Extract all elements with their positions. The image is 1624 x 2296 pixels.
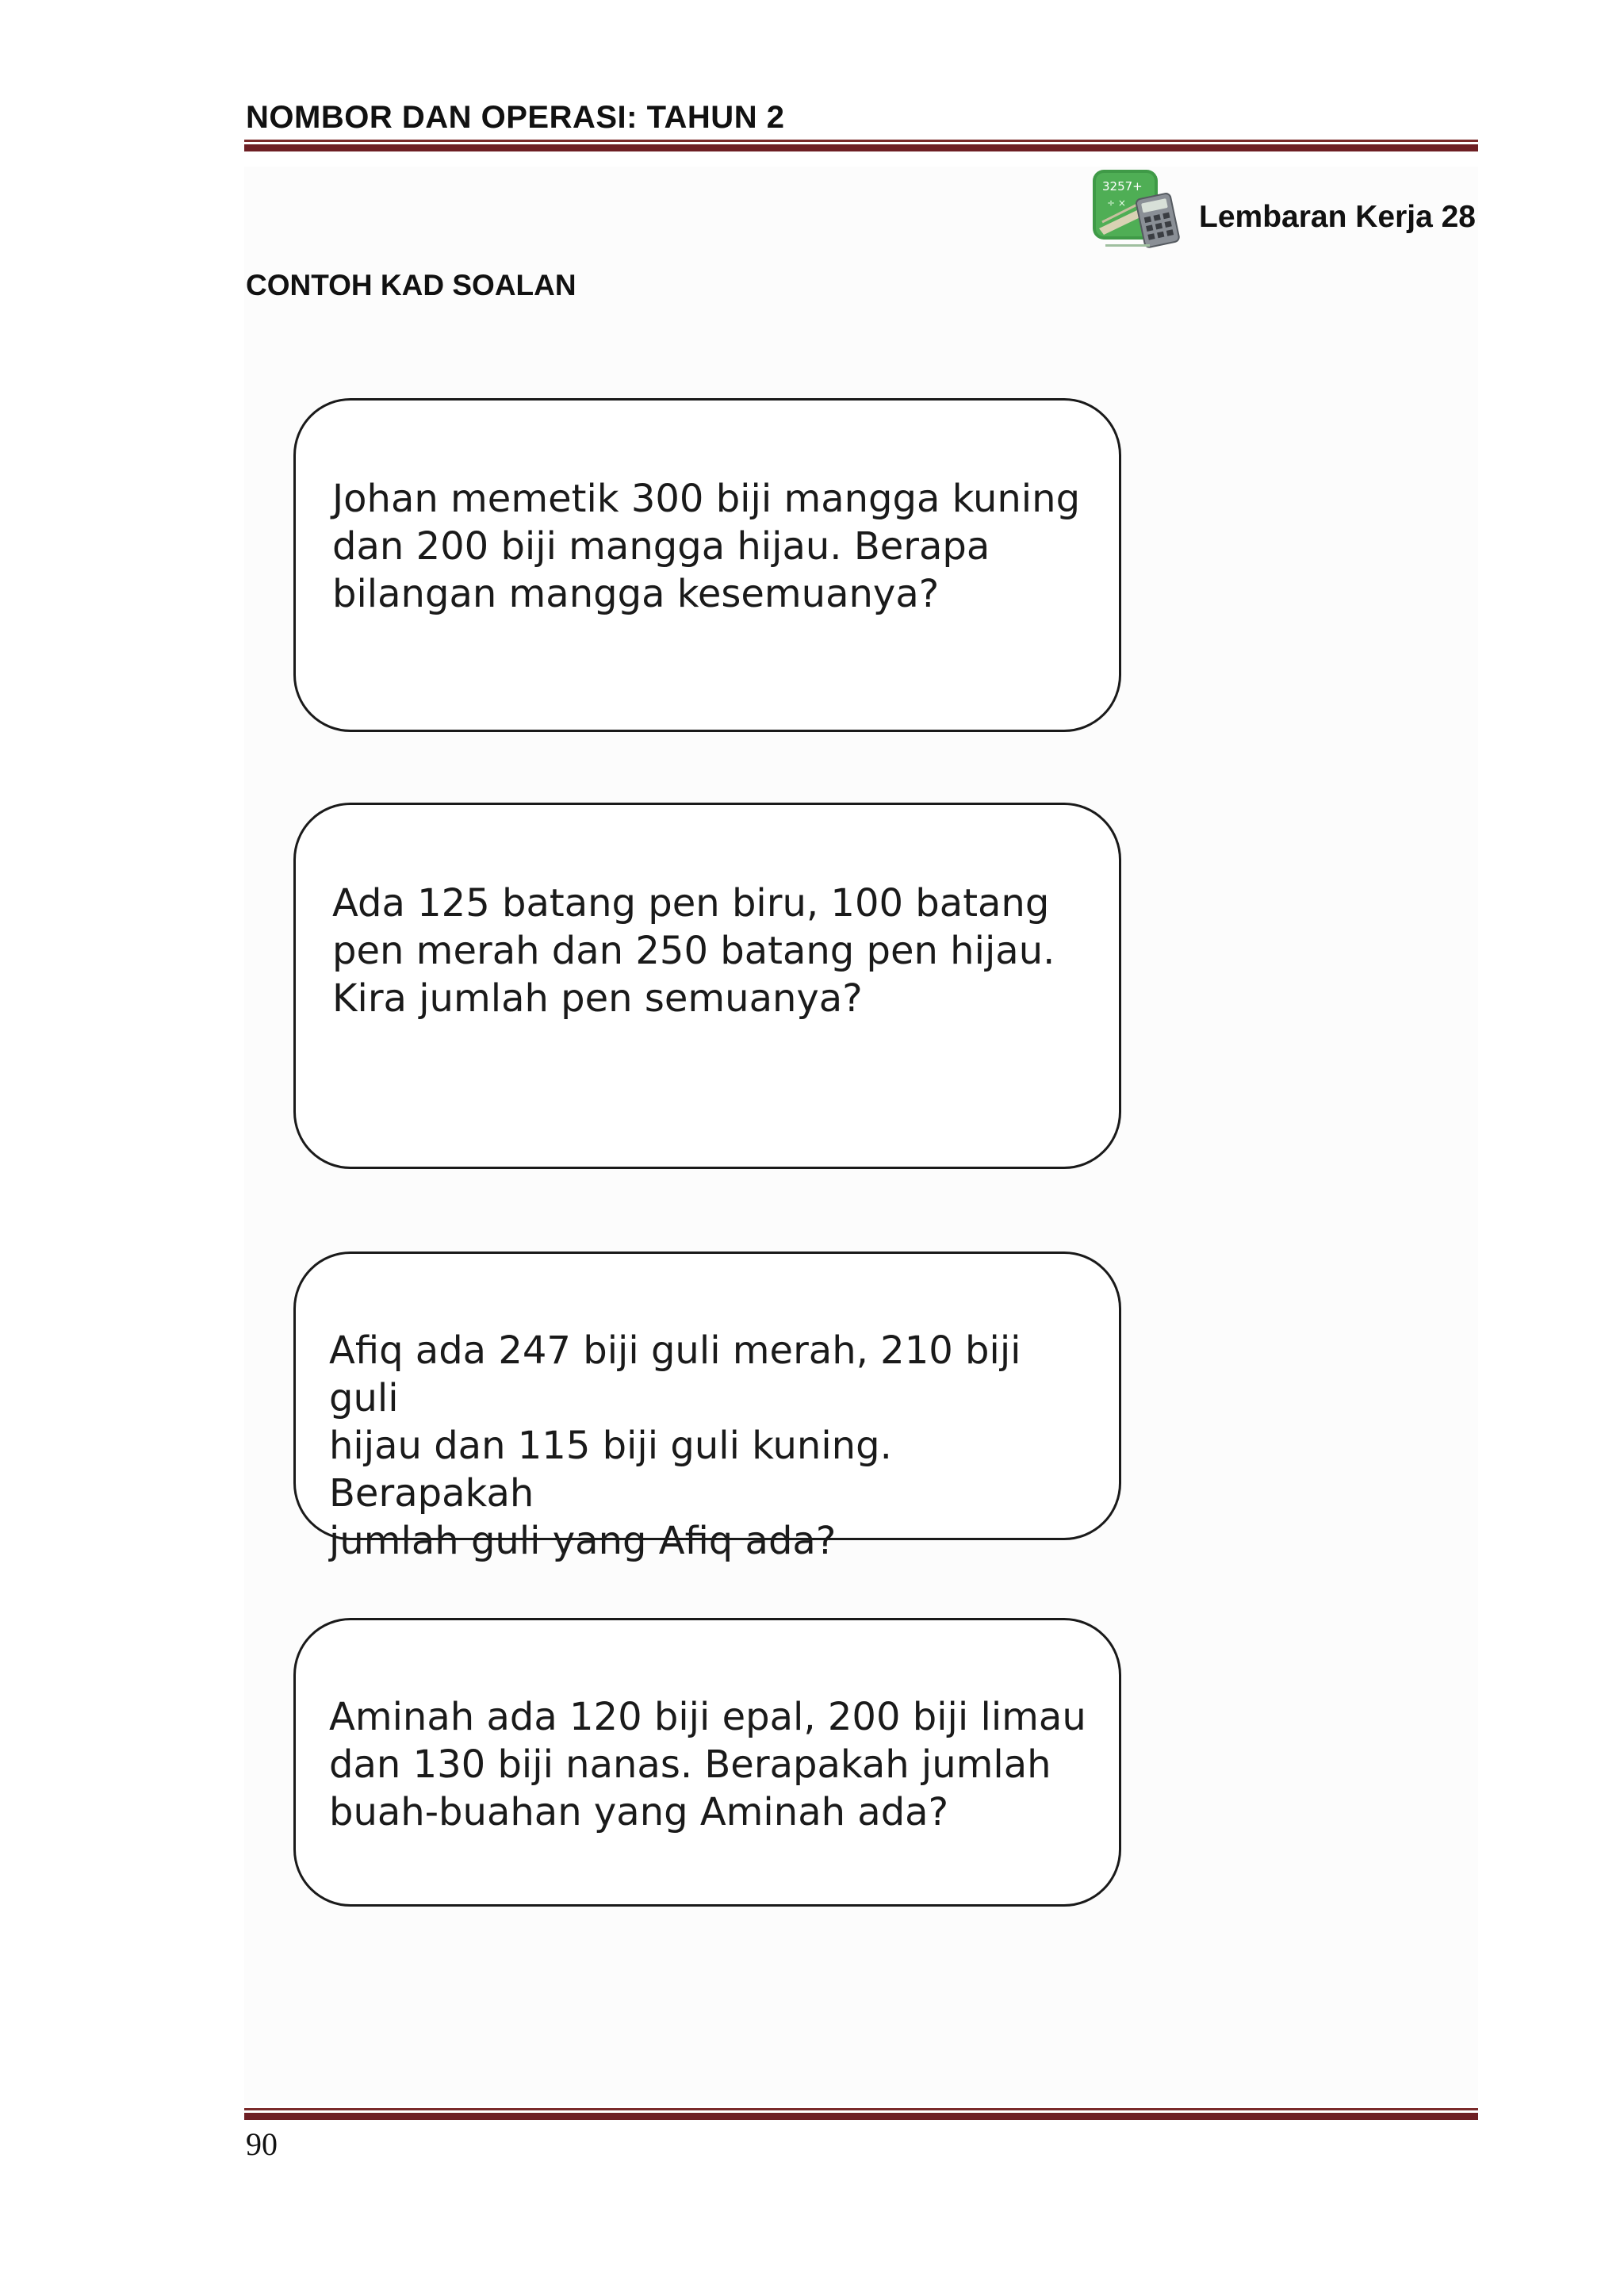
section-title: CONTOH KAD SOALAN: [246, 269, 576, 301]
page-number: 90: [246, 2126, 278, 2162]
logo-board-subtext: ÷ ×: [1107, 197, 1126, 209]
calculator-chalkboard-icon: [1091, 165, 1189, 252]
question-card: [293, 398, 1121, 732]
question-text: Afiq ada 247 biji guli merah, 210 biji guli hijau dan 115 biji guli kuning. Berapakah jumlah guli yang Afiq ada?: [329, 1328, 1021, 1563]
question-text: Johan memetik 300 biji mangga kuning dan 200 biji mangga hijau. Berapa bilangan mangga kesemuanya?: [332, 477, 1081, 616]
question-text: Aminah ada 120 biji epal, 200 biji limau dan 130 biji nanas. Berapakah jumlah buah-buahan yang Aminah ada?: [329, 1695, 1086, 1834]
worksheet-label: Lembaran Kerja 28: [1199, 200, 1477, 234]
header-rule: [244, 140, 1478, 151]
logo-board-text: 3257+: [1102, 179, 1143, 194]
question-text: Ada 125 batang pen biru, 100 batang pen merah dan 250 batang pen hijau. Kira jumlah pen semuanya?: [332, 881, 1055, 1021]
question-card: [293, 803, 1121, 1169]
question-card: [293, 1618, 1121, 1907]
question-card: [293, 1251, 1121, 1563]
footer-rule: [244, 2108, 1478, 2120]
header-title: NOMBOR DAN OPERASI: TAHUN 2: [246, 100, 785, 135]
